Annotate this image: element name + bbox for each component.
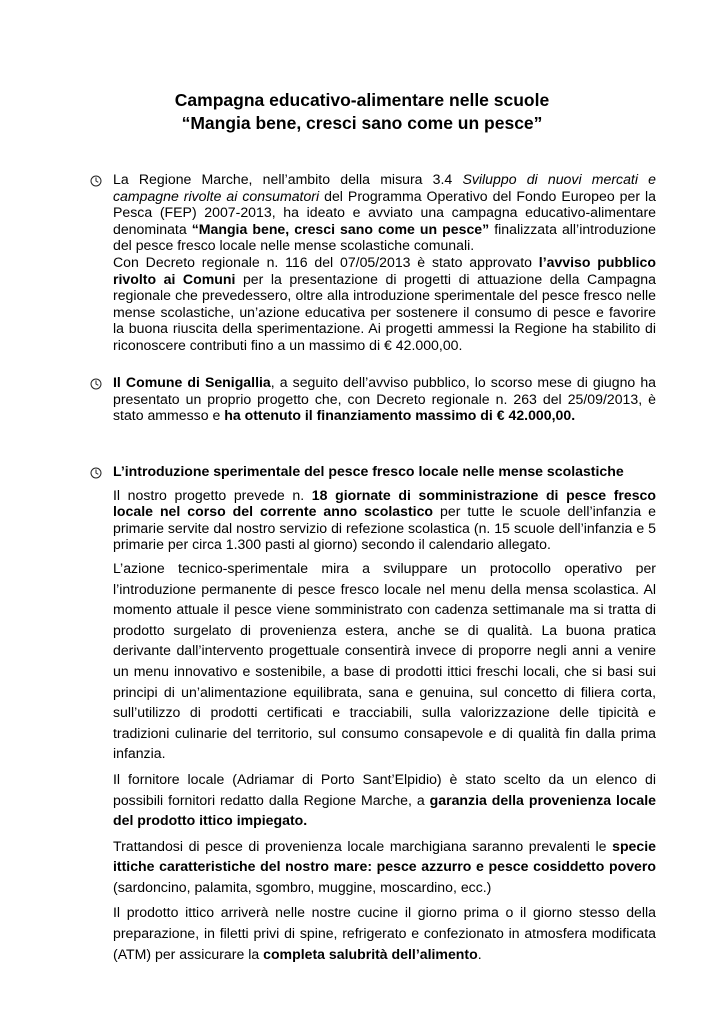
section-senigallia [90,374,656,424]
paragraph-delivery: Il prodotto ittico arriverà nelle nostre cucine il giorno prima o il giorno stesso della preparazione, in filetti privi di spine, refrigerato e confezionato in atmosfera modificata (ATM) per assicurare la completa salubrità dell’alimento. [113,904,656,962]
paragraph-species: Trattandosi di pesce di provenienza locale marchigiana saranno prevalenti le specie ittiche caratteristiche del nostro mare: pesce azzurro e pesce cosiddetto povero (sardoncino, palamita, sgombro, muggine, moscardino, ecc.) [113,837,656,895]
paragraph-campaign: La Regione Marche, nell’ambito della misura 3.4 Sviluppo di nuovi mercati e campagne rivolte ai consumatori del Programma Operativo del Fondo Europeo per la Pesca (FEP) 2007-2013, ha ideato e avviato una campagna educativo-alimentare denominata “Mangia bene, cresci sano come un pesce” finalizzata all’introduzione del pesce fresco locale nelle mense scolastiche comunali. [113,171,657,254]
document-title: Campagna educativo-alimentare nelle scuole [174,90,550,110]
clock-icon [90,467,102,479]
section-introduction [90,463,656,964]
paragraph-decree: Con Decreto regionale n. 116 del 07/05/2013 è stato approvato l’avviso pubblico rivolto ai Comuni per la presentazione di progetti di attuazione della Campagna regionale che prevedessero, oltre alla introduzione sperimentale del pesce fresco nelle mense scolastiche, un’azione educativa per sostenere il consumo di pesce e favorire la buona riuscita della sperimentazione. Ai progetti ammessi la Regione ha stabilito di riconoscere contributi fino a un massimo di € 42.000,00. [113,253,656,353]
paragraph-funding: Il Comune di Senigallia, a seguito dell’avviso pubblico, lo scorso mese di giugno ha presentato un proprio progetto che, con Decreto regionale n. 263 del 25/09/2013, è stato ammesso e ha ottenuto il finanziamento massimo di € 42.000,00. [113,374,656,424]
paragraph-supplier: Il fornitore locale (Adriamar di Porto Sant’Elpidio) è stato scelto da un elenco di possibili fornitori redatto dalla Regione Marche, a garanzia della provenienza locale del prodotto ittico impiegato. [113,770,656,829]
section-regional-campaign [90,171,656,354]
section-body-continued [113,558,656,964]
document-subtitle: “Mangia bene, cresci sano come un pesce” [181,113,543,133]
clock-icon [90,175,102,187]
paragraph-action: L’azione tecnico-sperimentale mira a sviluppare un protocollo operativo per l’introduzione permanente di pesce fresco locale nel menu della mensa scolastica. Al momento attuale il pesce viene somministrato con cadenza settimanale ma si tratta di prodotto surgelato di provenienza estera, anche se di qualità. La buona pratica derivante dall’intervento progettuale consentirà invece di proporre negli anni a venire un menu innovativo e sostenibile, a base di prodotti ittici freschi locali, che si basi sui principi di un’alimentazione equilibrata, sana e genuina, sul concetto di filiera corta, sull’utilizzo di prodotti certificati e tracciabili, sulla valorizzazione delle tipicità e tradizioni culinarie del territorio, sul consumo consapevole e di qualità fin dalla prima infanzia. [113,559,656,762]
section-heading: L’introduzione sperimentale del pesce fresco locale nelle mense scolastiche [113,463,624,479]
paragraph-project: Il nostro progetto prevede n. 18 giornate di somministrazione di pesce fresco locale nel corso del corrente anno scolastico per tutte le scuole dell’infanzia e primarie servite dal nostro servizio di refezione scolastica (n. 15 scuole dell’infanzia e 5 primarie per circa 1.300 pasti al giorno) secondo il calendario allegato. [113,486,657,553]
section-body [113,374,656,424]
section-body [113,171,656,354]
clock-icon [90,378,102,390]
section-body [113,487,656,553]
